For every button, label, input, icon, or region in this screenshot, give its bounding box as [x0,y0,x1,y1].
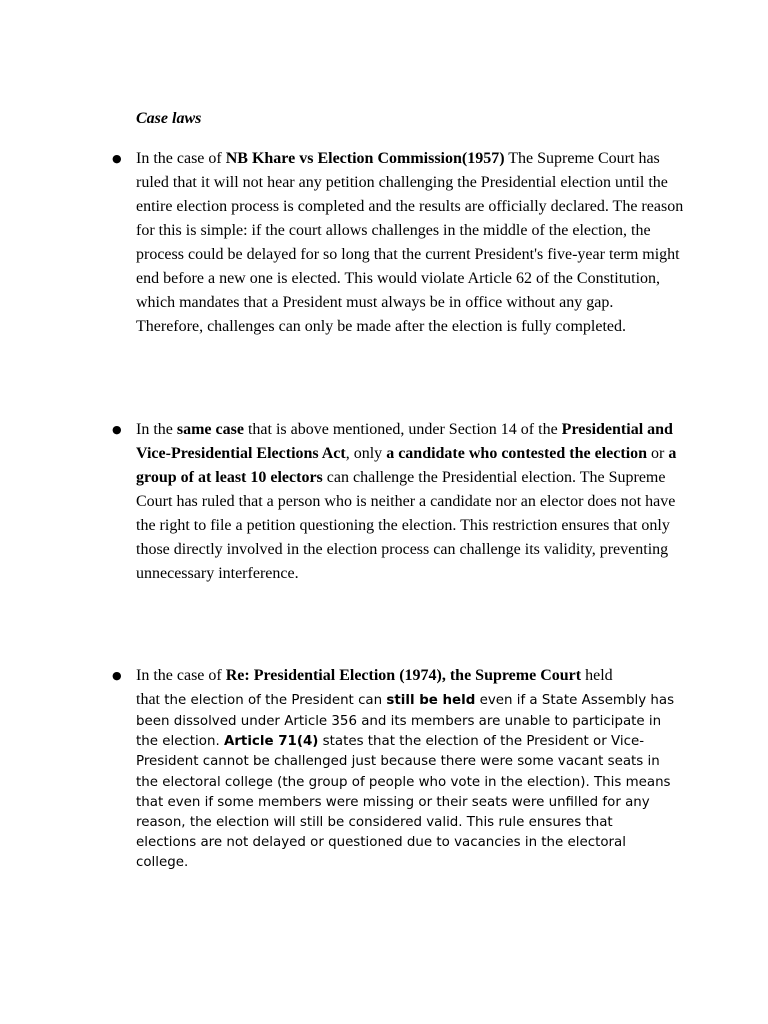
paragraph-text: that [136,691,160,708]
bullet-icon: ● [112,423,122,436]
paragraph-text: The Supreme Court has ruled that it will not hear any petition challenging the Presidential election until the entire election process is completed and the results are officially declared. The reason for this is simple: if the court allows challenges in the middle of the election, the process could be delayed for so long that the current President's five-year term might end before a new one is elected. This would violate Article 62 of the Constitution, which mandates that a President must always be in office without any gap. Therefore, challenges can only be made after the election is fully completed. [136,150,684,335]
paragraph-text: held [581,667,613,684]
act-name: Presidential and Vice-Presidential Elections Act [136,421,673,462]
case-law-paragraph-lead [136,664,684,688]
paragraph-text: In the [136,421,177,438]
case-law-paragraph [136,147,684,339]
emphasis-text: still be held [386,693,476,708]
case-law-paragraph [136,688,676,874]
paragraph-text: states that the election of the President or Vice-President cannot be challenged just because there were some vacant seats in the electoral college (the group of people who vote in the election). This means that even if some members were missing or their seats were unfilled for any reason, the election will still be considered valid. This rule ensures that elections are not delayed or questioned due to vacancies in the electoral college. [136,734,671,871]
paragraph-text: , only [345,445,387,462]
emphasis-text: a candidate who contested the election [386,445,648,462]
paragraph-text: the election of the President can [160,693,387,708]
case-law-item [112,147,684,339]
section-heading: Case laws [136,110,202,127]
article-reference: Article 71(4) [223,734,319,750]
paragraph-text: that is above mentioned, under Section 14 of the [243,421,562,438]
paragraph-text: In the case of [136,150,226,167]
case-name: Re: Presidential Election (1974), the Supreme Court [225,667,582,684]
paragraph-text: or [647,445,669,462]
bullet-icon: ● [112,669,122,682]
case-law-item [112,664,684,874]
emphasis-text: a group of at least 10 electors [136,445,677,486]
paragraph-text: even if a State Assembly has been dissolved under Article 356 and its members are unable to participate in the election. [136,693,675,750]
case-law-item [112,418,684,586]
case-name: NB Khare vs Election Commission(1957) [225,150,505,167]
case-law-paragraph [136,418,684,586]
paragraph-text: can challenge the Presidential election. The Supreme Court has ruled that a person who is neither a candidate nor an elector does not have the right to file a petition questioning the election. This restriction ensures that only those directly involved in the election process can challenge its validity, preventing unnecessary interference. [136,469,676,582]
emphasis-text: same case [176,421,244,438]
paragraph-text: In the case of [136,667,226,684]
bullet-icon: ● [112,152,122,165]
